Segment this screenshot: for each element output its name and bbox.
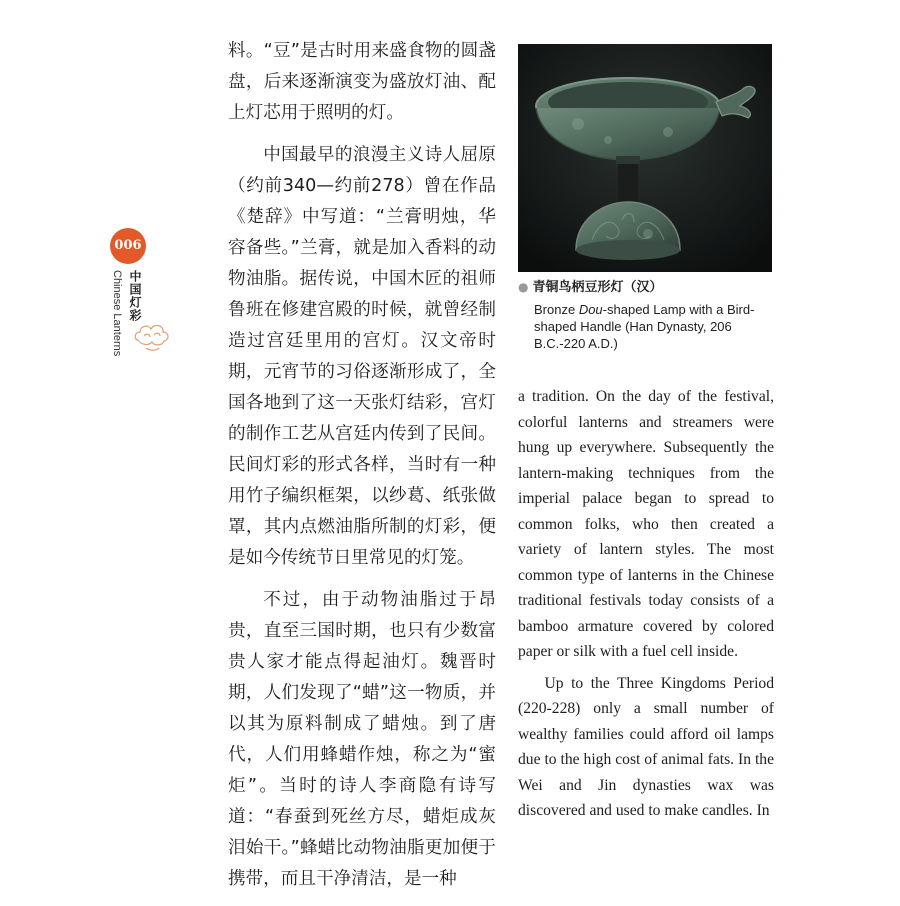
caption-en bbox=[518, 301, 776, 352]
cn-paragraph-3: 不过，由于动物油脂过于昂贵，直至三国时期，也只有少数富贵人家才能点得起油灯。魏晋时期，人们发现了“蜡”这一物质，并以其为原料制成了蜡烛。到了唐代，人们用蜂蜡作烛，称之为“蜜炬”。当时的诗人李商隐有诗写道：“春蚕到死丝方尽，蜡炬成灰泪始干。”蜂蜡比动物油脂更加便于携带，而且干净清洁，是一种 bbox=[228, 590, 496, 889]
caption-en-part-1: Bronze bbox=[534, 302, 579, 317]
cloud-ornament-icon bbox=[132, 318, 172, 352]
page-number-badge: 006 bbox=[110, 228, 146, 264]
caption-en-part-2: -shaped Lamp with a Bird-shaped Handle (Han Dynasty, 206 B.C.-220 A.D.) bbox=[534, 302, 755, 351]
en-paragraph-1: a tradition. On the day of the festival, colorful lanterns and streamers were hung up everywhere. Subsequently the lantern-making techniques from the imperial palace began to spread to common folks, who then created a variety of lantern styles. The most common type of lanterns in the Chinese traditional festivals today consists of a bamboo armature covered by colored paper or silk with a fuel cell inside. bbox=[518, 388, 774, 660]
english-text-column bbox=[518, 384, 774, 830]
caption-cn-line bbox=[518, 278, 776, 297]
caption-cn: 青铜鸟柄豆形灯（汉） bbox=[532, 280, 663, 295]
running-title-en: Chinese Lanterns bbox=[111, 270, 123, 357]
bronze-lamp-illustration bbox=[518, 44, 772, 272]
chinese-text-column bbox=[228, 36, 496, 906]
caption-bullet-icon: ● bbox=[518, 280, 529, 294]
running-title-cn: 中国灯彩 bbox=[128, 270, 142, 322]
cn-paragraph-1: 料。“豆”是古时用来盛食物的圆盏盘，后来逐渐演变为盛放灯油、配上灯芯用于照明的灯。 bbox=[228, 41, 496, 123]
caption-en-italic: Dou bbox=[578, 302, 603, 317]
cn-paragraph-2: 中国最早的浪漫主义诗人屈原（约前340—约前278）曾在作品《楚辞》中写道：“兰膏明烛，华容备些。”兰膏，就是加入香料的动物油脂。据传说，中国木匠的祖师鲁班在修建宫殿的时候，就曾经制造过宫廷里用的宫灯。汉文帝时期，元宵节的习俗逐渐形成了，全国各地到了这一天张灯结彩，宫灯的制作工艺从宫廷内传到了民间。民间灯彩的形式各样，当时有一种用竹子编织框架，以纱葛、纸张做罩，其内点燃油脂所制的灯彩，便是如今传统节日里常见的灯笼。 bbox=[228, 145, 496, 568]
en-paragraph-2: Up to the Three Kingdoms Period (220-228) only a small number of wealthy families could afford oil lamps due to the high cost of animal fats. In the Wei and Jin dynasties wax was discovered and used to make candles. In bbox=[518, 674, 774, 819]
figure-caption bbox=[518, 278, 776, 352]
bronze-lamp-photo bbox=[518, 44, 772, 272]
